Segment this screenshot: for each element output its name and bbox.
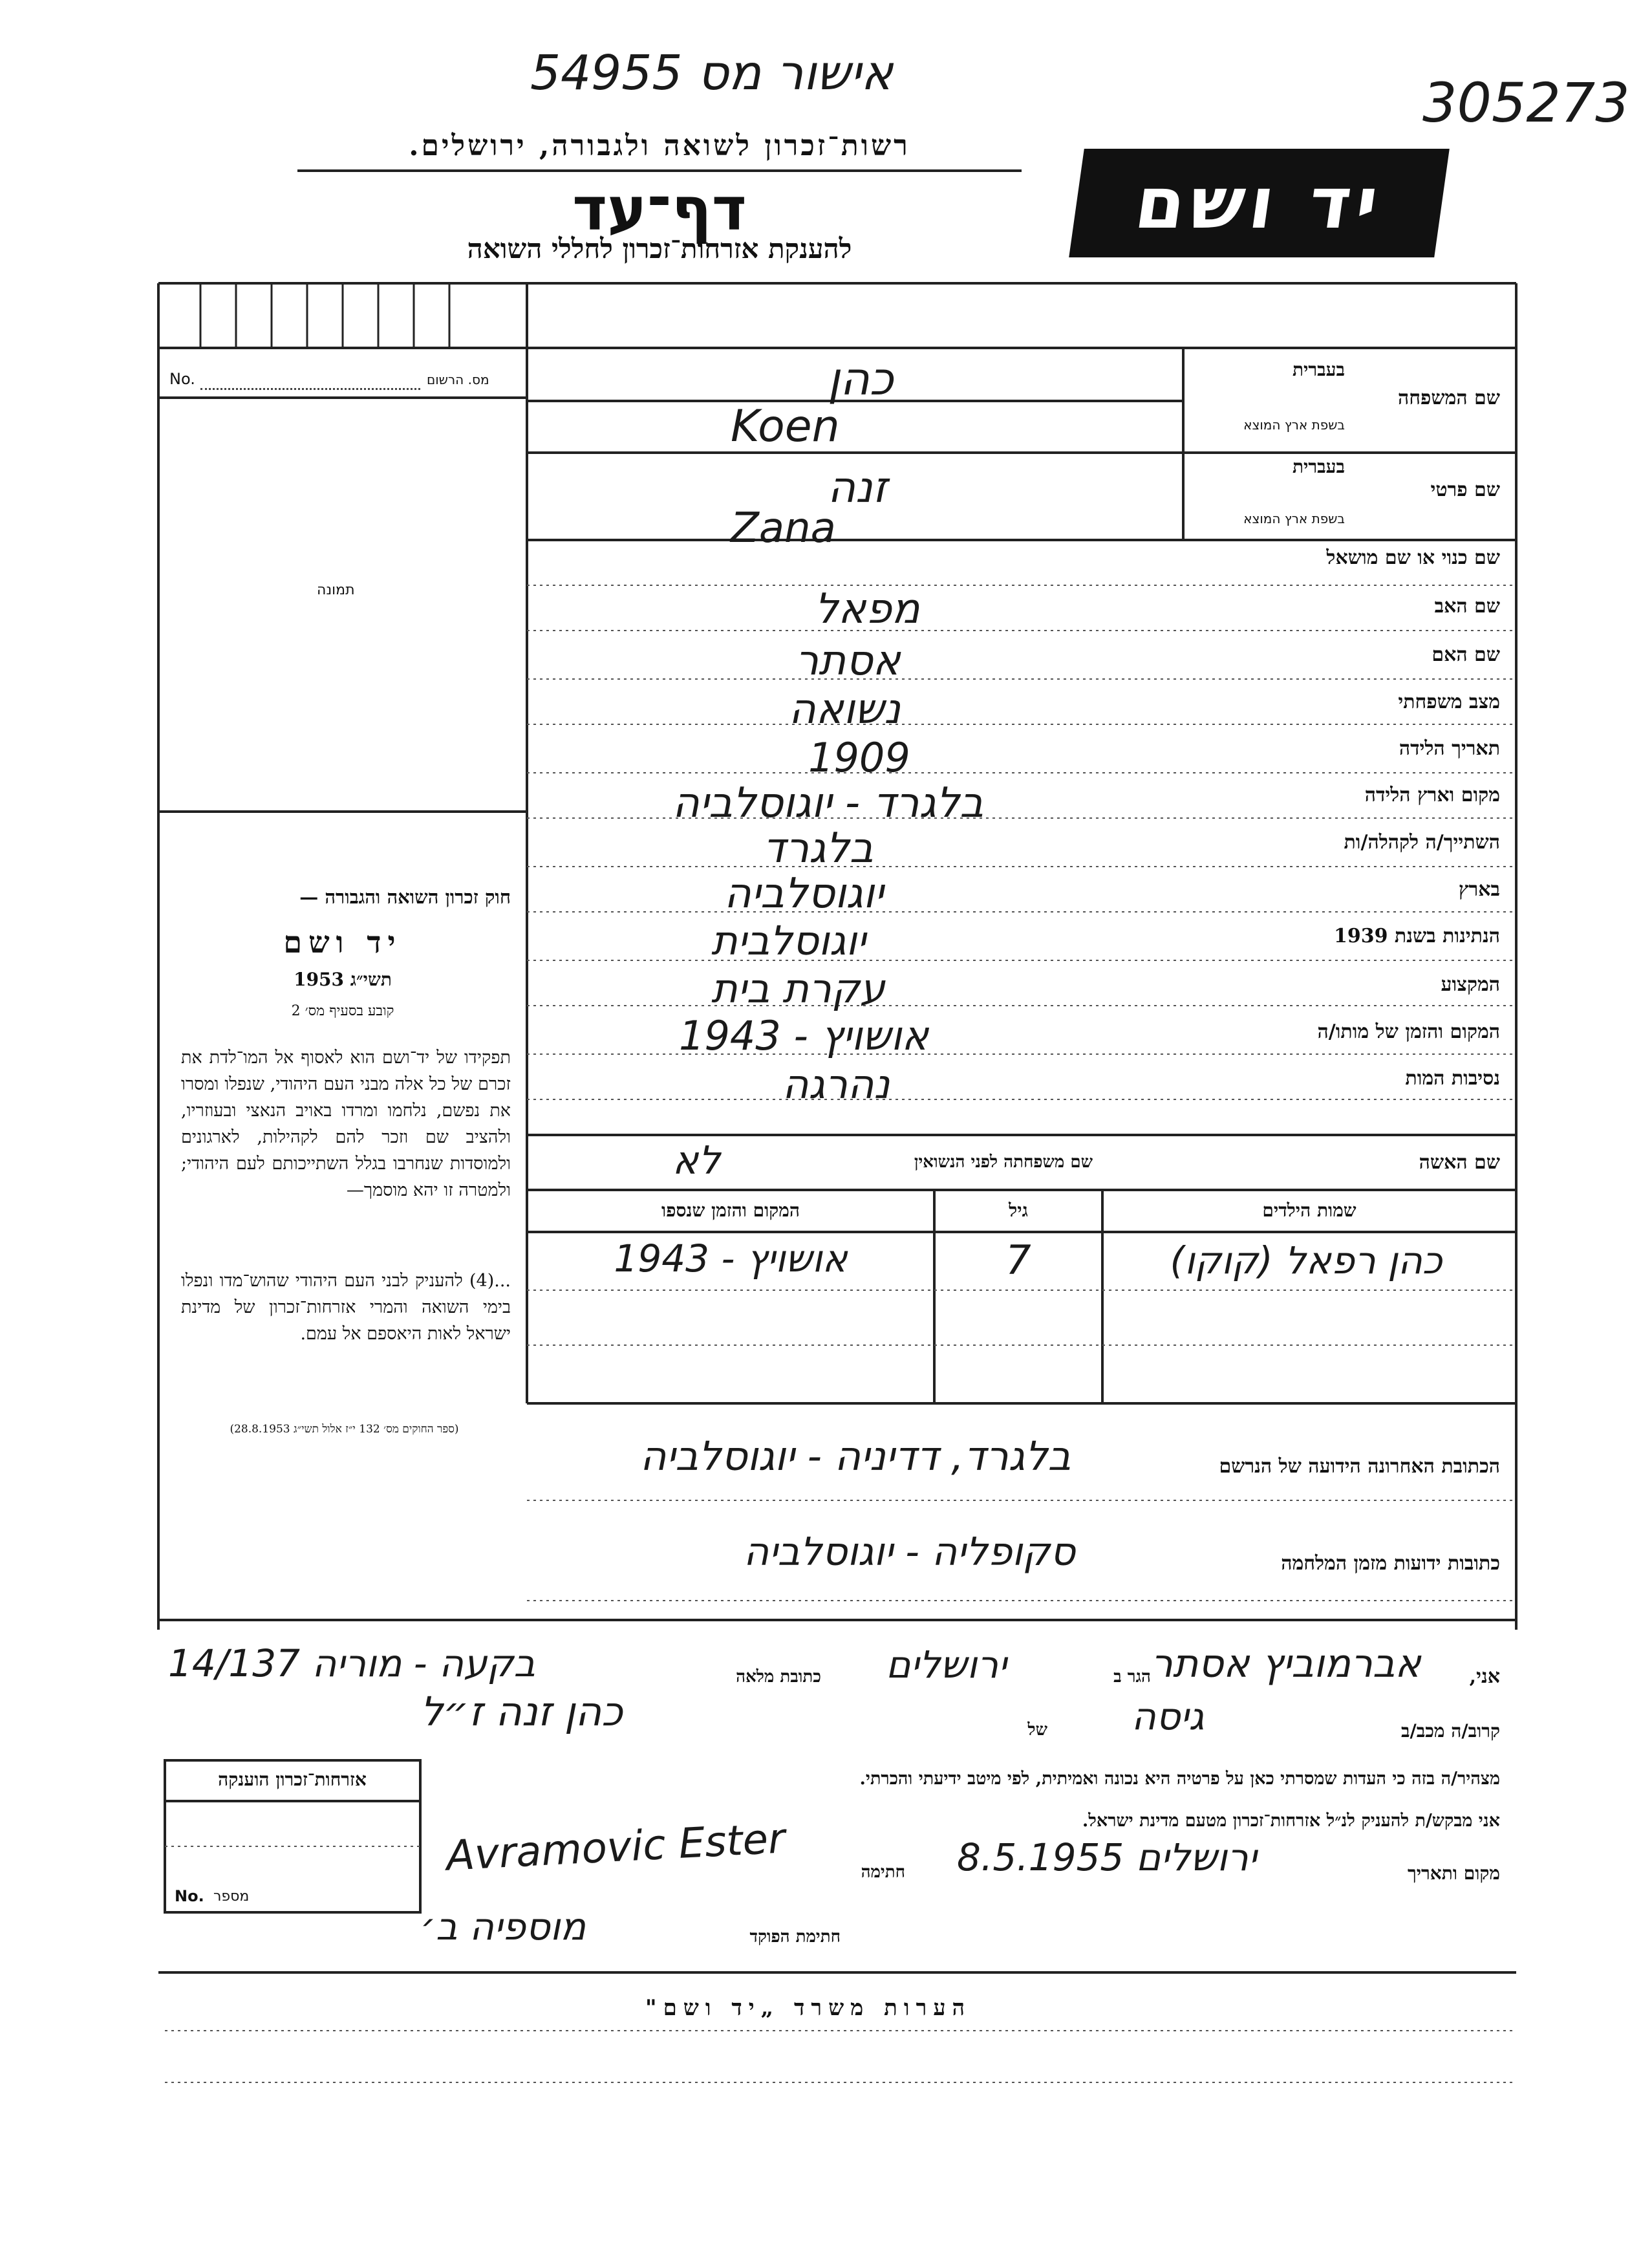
marital-status: נשואה (789, 686, 901, 733)
officer-signature-value: מוספיה ב׳ (420, 1905, 586, 1949)
children-col-names: שמות הילדים (1262, 1200, 1357, 1221)
field-label-profession: המקצוע (1441, 973, 1500, 996)
field-label-community: השתייך/ה לקהלה/ות (1344, 831, 1500, 854)
law-heading: חוק זכרון השואה והגבורה — (299, 886, 511, 908)
law-paragraph-2: ...(4) להעניק לבני העם היהודי שהוש־מדו ונפלו בימי השואה והמרי אזרחות־זכרון של מדינת ישראל לאות היאספם אל עמם. (181, 1271, 511, 1344)
declarant-address: בקעה - מוריה 14/137 (168, 1641, 535, 1685)
field-sub-hebrew: בעברית (1292, 359, 1345, 380)
registration-no-label: No. (169, 370, 195, 388)
approval-annotation: אישור מס 54955 (530, 45, 894, 101)
children-col-age: גיל (1009, 1200, 1028, 1221)
first-name-latin: Zana (731, 504, 836, 552)
field-sub-origin-lang: בשפת ארץ המוצא (1243, 417, 1345, 433)
declarant-name: אברמוביץ אסתר (1151, 1641, 1421, 1687)
country: יוגוסלביה (724, 870, 884, 918)
child-age: 7 (1005, 1237, 1031, 1284)
declarant-signature: Avramovic Ester (445, 1815, 787, 1881)
place-date-label: מקום ותאריך (1407, 1863, 1500, 1884)
death-circumstances: נהרגה (782, 1061, 890, 1108)
father-name: מפאל (815, 585, 920, 633)
registration-label: מס. הרשום (427, 372, 489, 387)
field-label-father: שם האב (1434, 595, 1500, 618)
place-date-value: ירושלים 8.5.1955 (957, 1835, 1257, 1879)
law-year: תשי״ג 1953 (294, 969, 392, 990)
children-col-place: המקום והזמן שנספו (661, 1200, 800, 1221)
field-label-birthplace: מקום וארץ הלידה (1364, 784, 1500, 806)
institution-name: רשות־זכרון לשואה ולגבורה, ירושלים. (409, 129, 910, 162)
field-label-death-place-time: המקום והזמן של מותו/ה (1317, 1021, 1500, 1043)
declarant-intro: אני, (1469, 1665, 1500, 1688)
signature-label: חתימה (861, 1863, 905, 1882)
birth-date: 1909 (808, 734, 910, 781)
field-label-mother: שם האם (1432, 643, 1500, 666)
law-paragraph-1: תפקידו של יד־ושם הוא לאסוף אל המו־לדת את זכרם של כל אלה מבני העם היהודי, שנפלו ומסרו את נפשם, נלחמו ומרדו באויב הנאצי ובעוזריו, ולהציב שם וזכר להם לקהילות, לארגונים ולמוסדות שנחרבו בגלל השתייכותם לעם היהודי; ולמטרה זו יהא מוסמך— (181, 1048, 511, 1200)
field-label-citizenship-1939: הנתינות בשנת 1939 (1333, 925, 1500, 947)
field-label-birth-date: תאריך הלידה (1399, 737, 1500, 760)
field-label-family-name: שם המשפחה (1397, 387, 1500, 409)
declarant-of-value: כהן זנה ז״ל (420, 1688, 623, 1735)
field-label-marital: מצב משפחתי (1398, 691, 1500, 713)
field-label-country: בארץ (1458, 878, 1500, 901)
law-clause: קובע בסעיף מס׳ 2 (291, 1003, 394, 1019)
declaration-statement-2: אני מבקש/ת להעניק לנ״ל אזרחות־זכרון מטעם מדינת ישראל. (1082, 1811, 1500, 1831)
wife-maiden-label: שם משפחתה לפני הנשואין (914, 1152, 1093, 1172)
child-place: אושויץ - 1943 (614, 1237, 848, 1280)
wife-value: לא (672, 1138, 721, 1183)
family-name-hebrew: כהן (828, 352, 894, 405)
office-remarks: הערות משרד „יד ושם" (645, 1995, 972, 2021)
officer-signature-label: חתימת הפוקד (749, 1927, 841, 1947)
death-place-time: אושויץ - 1943 (679, 1012, 929, 1059)
citizenship-1939: יוגוסלבית (711, 917, 866, 964)
photo-label: תמונה (317, 582, 355, 598)
citizenship-no-label: No. (175, 1887, 204, 1905)
law-citation: (ספר החוקים מס׳ 132 י״ז אלול תשי״ג 28.8.1953) (230, 1423, 459, 1436)
declaration-statement-1: מצהיר/ה בזה כי העדות שמסרתי כאן על פרטיה היא נכונה ואמיתית, לפי מיטב ידיעתי והכרתי. (859, 1769, 1500, 1789)
family-name-latin: Koen (731, 401, 840, 452)
declarant-resides-label: הגר ב (1113, 1667, 1151, 1687)
war-address-label: כתובות ידועות מזמן המלחמה (1281, 1552, 1500, 1575)
form-title: דף־עד (572, 175, 747, 244)
birthplace: בלגרד - יוגוסלביה (672, 779, 984, 827)
declarant-relation: גיסה (1131, 1694, 1205, 1738)
field-label-nickname: שם כנוי או שם מושאל (1326, 546, 1500, 569)
declarant-of-label: של (1027, 1720, 1047, 1740)
last-address-label: הכתובת האחרונה הידועה של הנרשם (1219, 1455, 1500, 1478)
logo-text: יד ושם (1130, 162, 1389, 244)
profession: עקרת בית (711, 965, 885, 1012)
last-address-value: בלגרד, דדיניה - יוגוסלביה (640, 1432, 1071, 1480)
registration-value-line (200, 388, 420, 390)
declarant-address-label: כתובת מלאה (736, 1667, 821, 1687)
declarant-city: ירושלים (886, 1643, 1007, 1687)
wife-label: שם האשה (1419, 1151, 1500, 1174)
field-label-first-name: שם פרטי (1430, 479, 1500, 501)
declarant-relation-label: קרוב/ה מכב/ב (1401, 1720, 1500, 1742)
field-label-death-circumstances: נסיבות המות (1405, 1067, 1500, 1090)
child-name: כהן רפאל (קוקו) (1170, 1238, 1442, 1282)
file-number-annotation: 305273 (1422, 71, 1630, 135)
field-sub-hebrew-2: בעברית (1292, 456, 1345, 477)
form-subtitle: להענקת אזרחות־זכרון לחללי השואה (467, 233, 852, 265)
first-name-hebrew: זנה (828, 462, 888, 512)
community: בלגרד (763, 825, 874, 872)
citizenship-box-title: אזרחות־זכרון הוענקה (218, 1769, 367, 1790)
war-address-value: סקופליה - יוגוסלביה (744, 1529, 1076, 1575)
citizenship-number-label: מספר (213, 1888, 250, 1905)
law-org: יד ושם (283, 925, 402, 960)
mother-name: אסתר (795, 637, 901, 685)
field-sub-origin-lang-2: בשפת ארץ המוצא (1243, 511, 1345, 526)
